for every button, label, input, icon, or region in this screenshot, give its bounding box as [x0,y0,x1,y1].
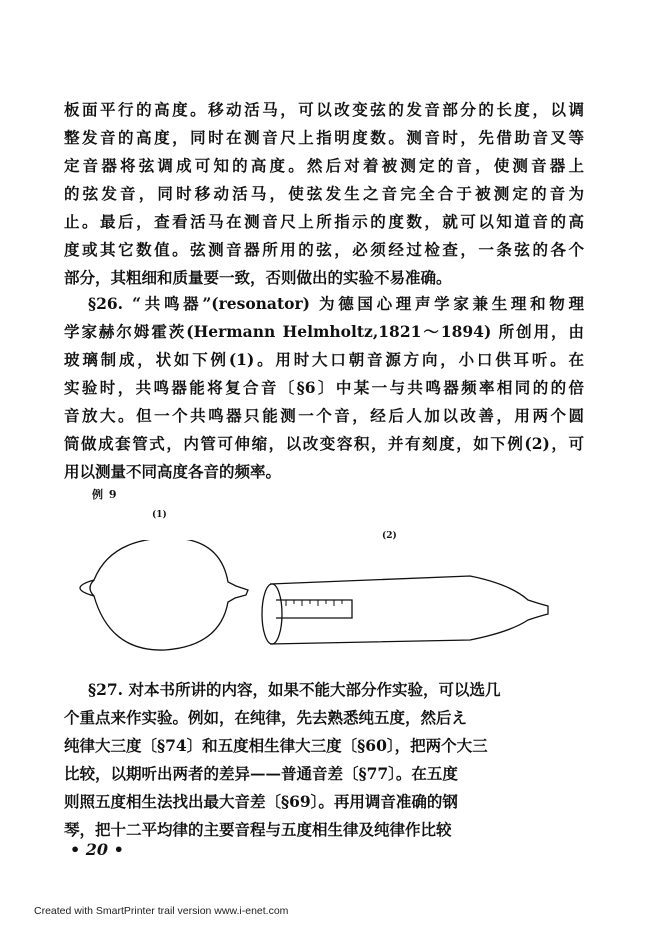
text-line: 琴，把十二平均律的主要音程与五度相生律及纯律作比较 [64,820,452,839]
text-line: 部分，其粗细和质量要一致，否则做出的实验不易准确。 [64,268,452,287]
text-line: 的弦发音，同时移动活马，使弦发生之音完全合于被测定的音为 [64,184,584,203]
text-line: 板面平行的高度。移动活马，可以改变弦的发音部分的长度，以调 [64,100,584,119]
text-line: 度或其它数值。弦测音器所用的弦，必须经过检查，一条弦的各个 [64,240,584,259]
watermark-text: Created with SmartPrinter trail version www.i-enet.com [34,905,289,917]
text-line: 音放大。但一个共鸣器只能测一个音，经后人加以改善，用两个圆 [64,406,584,425]
text-line: 用以测量不同高度各音的频率。 [64,462,282,481]
text-line: 玻璃制成，状如下例(1)。用时大口朝音源方向，小口供耳听。在 [64,350,584,369]
tube-resonator-drawing [262,576,548,644]
text-line: 学家赫尔姆霍茨(Hermann Helmholtz,1821～1894) 所创用，由 [64,322,584,341]
figure-label-2: (2) [382,531,397,541]
text-line: 筒做成套管式，内管可伸缩，以改变容积，并有刻度，如下例(2)，可 [64,434,584,453]
section-heading-line: §27. 对本书所讲的内容，如果不能大部分作实验，可以选几 [88,680,501,699]
section-heading-line: §26. “共鸣器”(resonator) 为德国心理声学家兼生理和物理 [88,294,584,313]
resonator-figure [70,540,570,660]
text-line: 个重点来作实验。例如，在纯律，先去熟悉纯五度，然后え [64,708,468,727]
text-line: 定音器将弦调成可知的高度。然后对着被测定的音，使测音器上 [64,156,584,175]
text-line: 止。最后，查看活马在测音尺上所指示的度数，就可以知道音的高 [64,212,584,231]
text-line: 整发音的高度，同时在测音尺上指明度数。测音时，先借助音叉等 [64,128,584,147]
text-line: 则照五度相生法找出最大音差〔§69〕。再用调音准确的钢 [64,792,458,811]
example-label: 例 9 [92,488,118,501]
text-line: 实验时，共鸣器能将复合音〔§6〕中某一与共鸣器频率相同的的倍 [64,378,584,397]
text-line: 纯律大三度〔§74〕和五度相生律大三度〔§60〕，把两个大三 [64,736,488,755]
page-number: • 20 • [70,840,124,859]
spherical-resonator-drawing [80,540,248,650]
figure-label-1: (1) [152,510,167,520]
text-line: 比较，以期听出两者的差异——普通音差〔§77〕。在五度 [64,764,458,783]
